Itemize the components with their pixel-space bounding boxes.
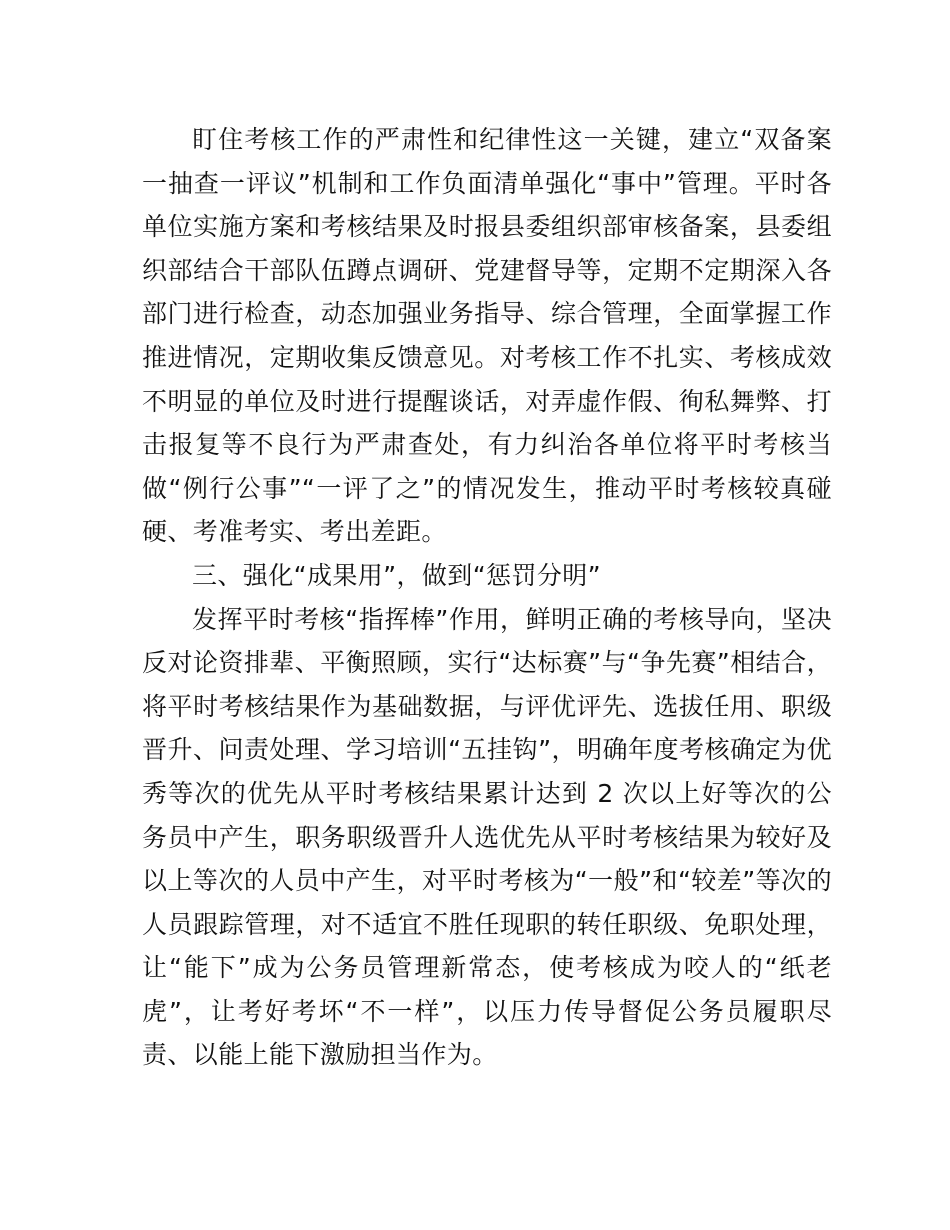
document-body [142,118,832,1077]
body-paragraph: 发挥平时考核“指挥棒”作用，鲜明正确的考核导向，坚决反对论资排辈、平衡照顾，实行“达标赛”与“争先赛”相结合，将平时考核结果作为基础数据，与评优评先、选拔任用、职级晋升、问责处理、学习培训“五挂钩”，明确年度考核确定为优秀等次的优先从平时考核结果累计达到 2 次以上好等次的公务员中产生，职务职级晋升人选优先从平时考核结果为较好及以上等次的人员中产生，对平时考核为“一般”和“较差”等次的人员跟踪管理，对不适宜不胜任现职的转任职级、免职处理，让“能下”成为公务员管理新常态，使考核成为咬人的“纸老虎”，让考好考坏“不一样”，以压力传导督促公务员履职尽责、以能上能下激励担当作为。 [142,604,832,1070]
section-heading: 三、强化“成果用”，做到“惩罚分明” [192,560,602,590]
body-paragraph: 盯住考核工作的严肃性和纪律性这一关键，建立“双备案一抽查一评议”机制和工作负面清单强化“事中”管理。平时各单位实施方案和考核结果及时报县委组织部审核备案，县委组织部结合干部队伍蹲点调研、党建督导等，定期不定期深入各部门进行检查，动态加强业务指导、综合管理，全面掌握工作推进情况，定期收集反馈意见。对考核工作不扎实、考核成效不明显的单位及时进行提醒谈话，对弄虚作假、徇私舞弊、打击报复等不良行为严肃查处，有力纠治各单位将平时考核当做“例行公事”“一评了之”的情况发生，推动平时考核较真碰硬、考准考实、考出差距。 [142,125,832,547]
